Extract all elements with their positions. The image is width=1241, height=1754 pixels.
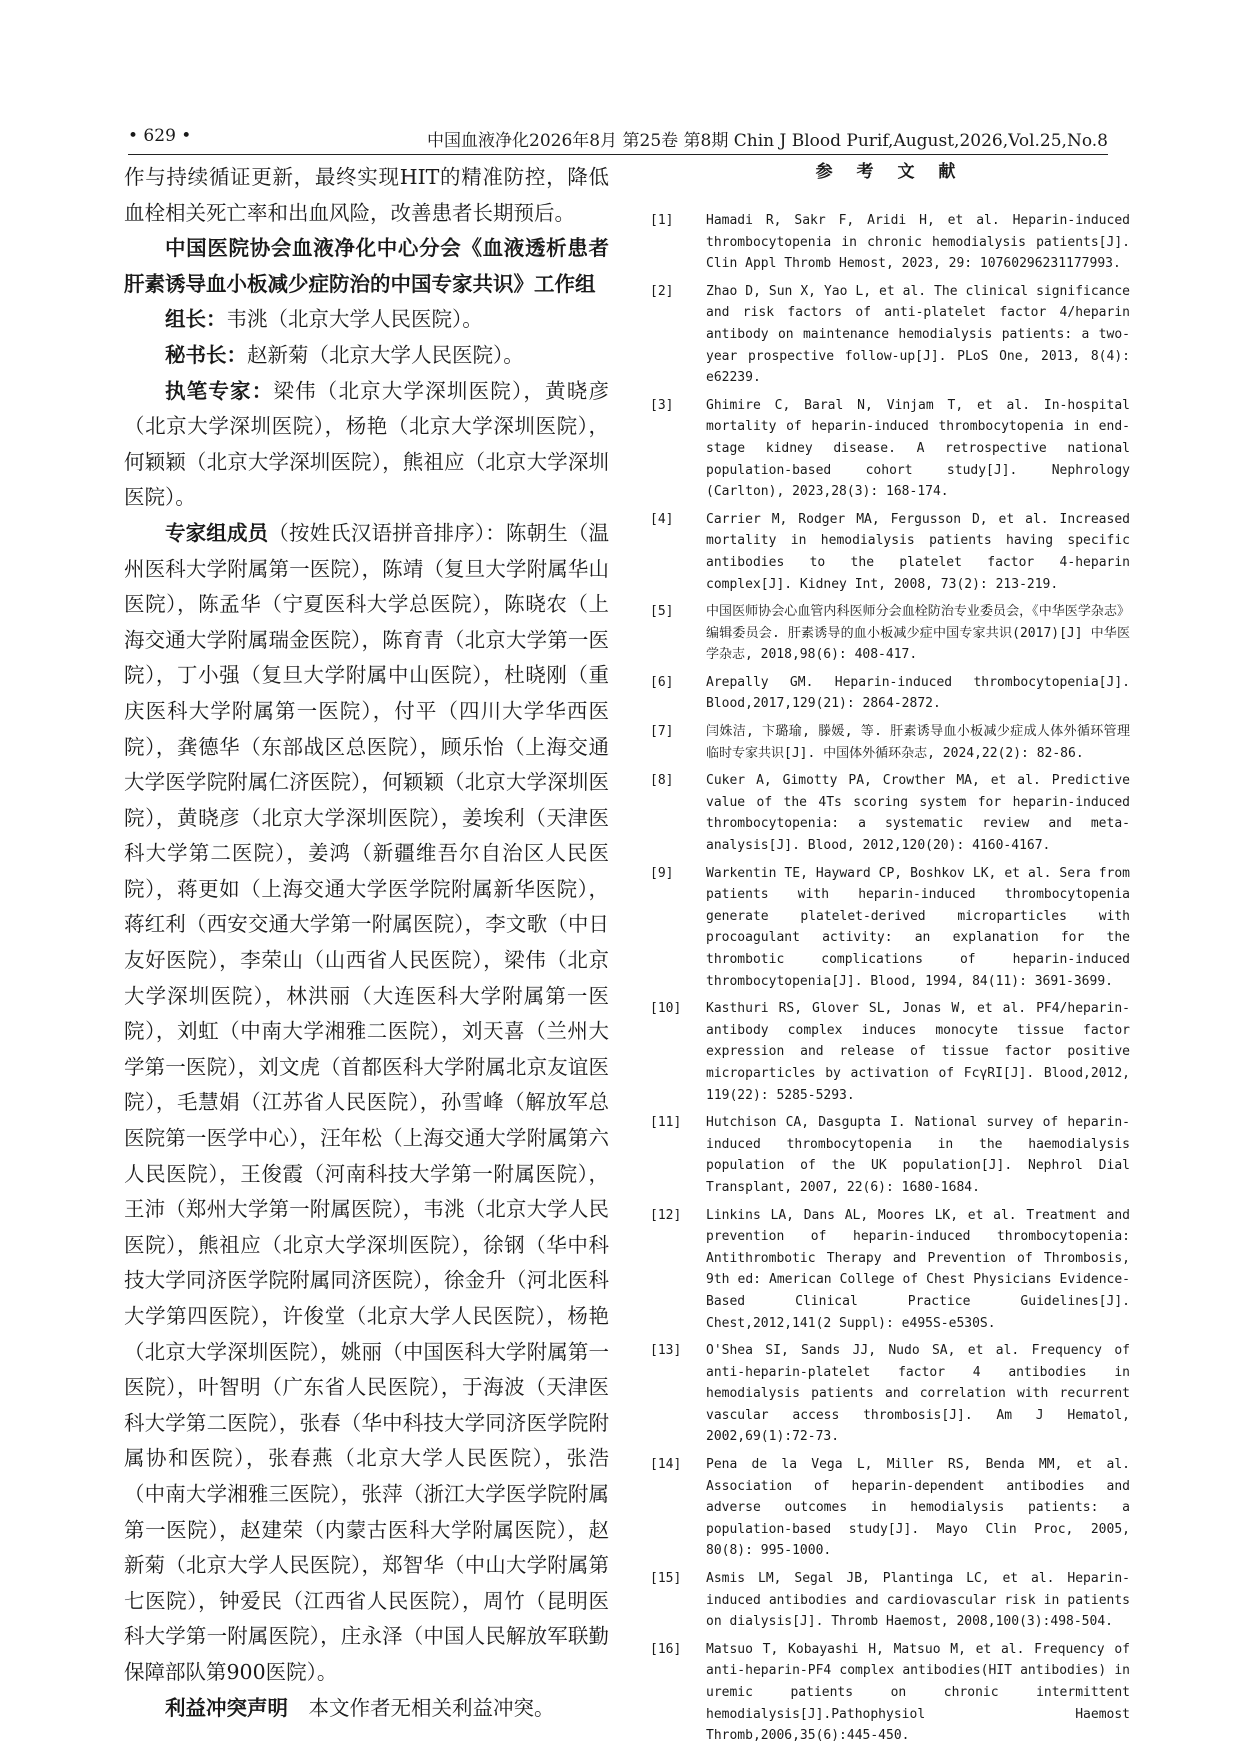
reference-text: Ghimire C, Baral N, Vinjam T, et al. In-hospital mortality of heparin-induced thrombocytopenia in end-stage kidney disease. A retrospective national population-based cohort study[J]. Nephrology (Carlton), 2023,28(3): 168-174.: [706, 397, 1130, 500]
secretary-label: 秘书长：: [165, 342, 247, 367]
reference-text: Asmis LM, Segal JB, Plantinga LC, et al. Heparin-induced antibodies and cardiovascular risk in patients on dialysis[J]. Thromb Haemost, 2008,100(3):498-504.: [706, 1571, 1130, 1630]
reference-number: [13]: [650, 1343, 682, 1359]
reference-number: [11]: [650, 1115, 682, 1131]
reference-item: [650, 770, 1130, 856]
page-number: • 629 •: [128, 126, 192, 146]
group-leader-text: 韦洮（北京大学人民医院）。: [226, 307, 483, 332]
reference-number: [6]: [650, 674, 674, 690]
reference-number: [4]: [650, 511, 674, 527]
members-label: 专家组成员: [165, 520, 269, 545]
reference-item: [650, 1639, 1130, 1747]
members-paragraph: [124, 516, 609, 1691]
left-column: [124, 160, 609, 1726]
reference-item: [650, 395, 1130, 503]
reference-text: Arepally GM. Heparin-induced thrombocytopenia[J]. Blood,2017,129(21): 2864-2872.: [706, 674, 1130, 712]
reference-number: [8]: [650, 773, 674, 789]
reference-item: [650, 509, 1130, 595]
reference-text: Kasthuri RS, Glover SL, Jonas W, et al. PF4/heparin-antibody complex induces monocyte tissue factor expression and release of tissue factor positive microparticles by activation of FcγRI[J]. Blood,2012, 119(22): 5285-5293.: [706, 1001, 1130, 1103]
reference-number: [5]: [650, 604, 674, 620]
reference-text: O'Shea SI, Sands JJ, Nudo SA, et al. Frequency of anti-heparin-platelet factor 4 antibodies in hemodialysis patients and correlation with recurrent vascular access thrombosis[J]. Am J Hematol, 2002,69(1):72-73.: [706, 1343, 1130, 1445]
reference-text: Matsuo T, Kobayashi H, Matsuo M, et al. Frequency of anti-heparin-PF4 complex antibodies(HIT antibodies) in uremic patients on chronic intermittent hemodialysis[J].Pathophysiol Haemost Thromb,2006,35(6):445-450.: [706, 1641, 1130, 1744]
reference-number: [16]: [650, 1641, 682, 1657]
reference-number: [7]: [650, 724, 674, 740]
reference-number: [14]: [650, 1457, 682, 1473]
reference-text: Pena de la Vega L, Miller RS, Benda MM, et al. Association of heparin-dependent antibodies and adverse outcomes in hemodialysis patients: a population-based study[J]. Mayo Clin Proc, 2005, 80(8): 995-1000.: [706, 1457, 1130, 1559]
reference-number: [2]: [650, 283, 674, 299]
reference-text: 中国医师协会心血管内科医师分会血栓防治专业委员会，《中华医学杂志》编辑委员会. 肝素诱导的血小板减少症中国专家共识(2017)[J] 中华医学杂志, 2018,98(6): 408-417.: [706, 604, 1130, 663]
group-leader-paragraph: [124, 302, 609, 338]
working-group-title: 中国医院协会血液净化中心分会《血液透析患者肝素诱导血小板减少症防治的中国专家共识》工作组: [124, 236, 609, 296]
reference-number: [12]: [650, 1207, 682, 1223]
conflict-paragraph: [124, 1691, 609, 1727]
reference-number: [3]: [650, 397, 674, 413]
reference-number: [1]: [650, 213, 674, 228]
reference-item: [650, 721, 1130, 764]
intro-paragraph: 作与持续循证更新，最终实现HIT的精准防控，降低血栓相关死亡率和出血风险，改善患者长期预后。: [124, 165, 609, 225]
writers-label: 执笔专家：: [165, 378, 274, 403]
reference-item: [650, 210, 1130, 275]
reference-item: [650, 998, 1130, 1106]
reference-text: 闫姝洁, 卞璐瑜, 滕媛, 等. 肝素诱导血小板减少症成人体外循环管理临时专家共识[J]. 中国体外循环杂志, 2024,22(2): 82-86.: [706, 724, 1130, 761]
reference-item: [650, 1205, 1130, 1335]
reference-text: Linkins LA, Dans AL, Moores LK, et al. Treatment and prevention of heparin-induced thrombocytopenia: Antithrombotic Therapy and Prevention of Thrombosis, 9th ed: American College of Chest Physicians Evidence-Based Clinical Practice Guidelines[J]. Chest,2012,141(2 Suppl): e495S-e530S.: [706, 1207, 1130, 1331]
group-leader-label: 组长：: [165, 307, 227, 332]
reference-item: [650, 1568, 1130, 1633]
references-column: [650, 160, 1130, 1753]
secretary-text: 赵新菊（北京大学人民医院）。: [247, 342, 524, 367]
reference-item: [650, 1454, 1130, 1562]
references-title: 参 考 文 献: [815, 162, 965, 182]
reference-text: Hutchison CA, Dasgupta I. National survey of heparin-induced thrombocytopenia in the haemodialysis population of the UK population[J]. Nephrol Dial Transplant, 2007, 22(6): 1680-1684.: [706, 1115, 1130, 1195]
reference-text: Warkentin TE, Hayward CP, Boshkov LK, et al. Sera from patients with heparin-induced thrombocytopenia generate platelet-derived microparticles with procoagulant activity: an explanation for the thrombotic complications of heparin-induced thrombocytopenia[J]. Blood, 1994, 84(11): 3691-3699.: [706, 865, 1130, 989]
reference-text: Cuker A, Gimotty PA, Crowther MA, et al. Predictive value of the 4Ts scoring system for heparin-induced thrombocytopenia: a systematic review and meta-analysis[J]. Blood, 2012,120(20): 4160-4167.: [706, 773, 1130, 854]
reference-text: Carrier M, Rodger MA, Fergusson D, et al. Increased mortality in hemodialysis patients having specific antibodies to the platelet factor 4-heparin complex[J]. Kidney Int, 2008, 73(2): 213-219.: [706, 511, 1130, 592]
reference-list: [650, 210, 1130, 1747]
reference-item: [650, 1112, 1130, 1198]
reference-number: [15]: [650, 1571, 682, 1587]
journal-citation-line: 中国血液净化2026年8月 第25卷 第8期 Chin J Blood Purif,August,2026,Vol.25,No.8: [427, 131, 1108, 151]
reference-item: [650, 601, 1130, 666]
reference-item: [650, 672, 1130, 715]
conflict-label: 利益冲突声明: [165, 1695, 288, 1720]
running-header: [128, 124, 1108, 155]
reference-number: [9]: [650, 865, 674, 881]
reference-number: [10]: [650, 1001, 682, 1017]
members-text: （按姓氏汉语拼音排序）：陈朝生（温州医科大学附属第一医院），陈靖（复旦大学附属华山医院），陈孟华（宁夏医科大学总医院），陈晓农（上海交通大学附属瑞金医院），陈育青（北京大学第一医院），丁小强（复旦大学附属中山医院），杜晓刚（重庆医科大学附属第一医院），付平（四川大学华西医院），龚德华（东部战区总医院），顾乐怡（上海交通大学医学院附属仁济医院），何颖颖（北京大学深圳医院），黄晓彦（北京大学深圳医院），姜埃利（天津医科大学第二医院），姜鸿（新疆维吾尔自治区人民医院），蒋更如（上海交通大学医学院附属新华医院），蒋红利（西安交通大学第一附属医院），李文歌（中日友好医院），李荣山（山西省人民医院），梁伟（北京大学深圳医院），林洪丽（大连医科大学附属第一医院），刘虹（中南大学湘雅二医院），刘天喜（兰州大学第一医院），刘文虎（首都医科大学附属北京友谊医院），毛慧娟（江苏省人民医院），孙雪峰（解放军总医院第一医学中心），汪年松（上海交通大学附属第六人民医院），王俊霞（河南科技大学第一附属医院），王沛（郑州大学第一附属医院），韦洮（北京大学人民医院），熊祖应（北京大学深圳医院），徐钢（华中科技大学同济医学院附属同济医院），徐金升（河北医科大学第四医院），许俊堂（北京大学人民医院），杨艳（北京大学深圳医院），姚丽（中国医科大学附属第一医院），叶智明（广东省人民医院），于海波（天津医科大学第二医院），张春（华中科技大学同济医学院附属协和医院），张春燕（北京大学人民医院），张浩（中南大学湘雅三医院），张萍（浙江大学医学院附属第一医院），赵建荣（内蒙古医科大学附属医院），赵新菊（北京大学人民医院），郑智华（中山大学附属第七医院），钟爱民（江西省人民医院），周竹（昆明医科大学第一附属医院），庄永泽（中国人民解放军联勤保障部队第900医院）。: [124, 520, 610, 1684]
writers-text: 梁伟（北京大学深圳医院），黄晓彦（北京大学深圳医院），杨艳（北京大学深圳医院），何颖颖（北京大学深圳医院），熊祖应（北京大学深圳医院）。: [124, 378, 609, 510]
reference-text: Zhao D, Sun X, Yao L, et al. The clinical significance and risk factors of anti-platelet factor 4/heparin antibody on maintenance hemodialysis patients: a two-year prospective follow-up[J]. PLoS One, 2013, 8(4): e62239.: [706, 283, 1130, 386]
reference-text: Hamadi R, Sakr F, Aridi H, et al. Heparin-induced thrombocytopenia in chronic hemodialysis patients[J]. Clin Appl Thromb Hemost, 2023, 29: 10760296231177993.: [706, 213, 1130, 272]
secretary-paragraph: [124, 338, 609, 374]
writers-paragraph: [124, 374, 609, 516]
reference-item: [650, 863, 1130, 993]
reference-item: [650, 281, 1130, 389]
reference-item: [650, 1340, 1130, 1448]
conflict-text: 本文作者无相关利益冲突。: [288, 1695, 555, 1720]
